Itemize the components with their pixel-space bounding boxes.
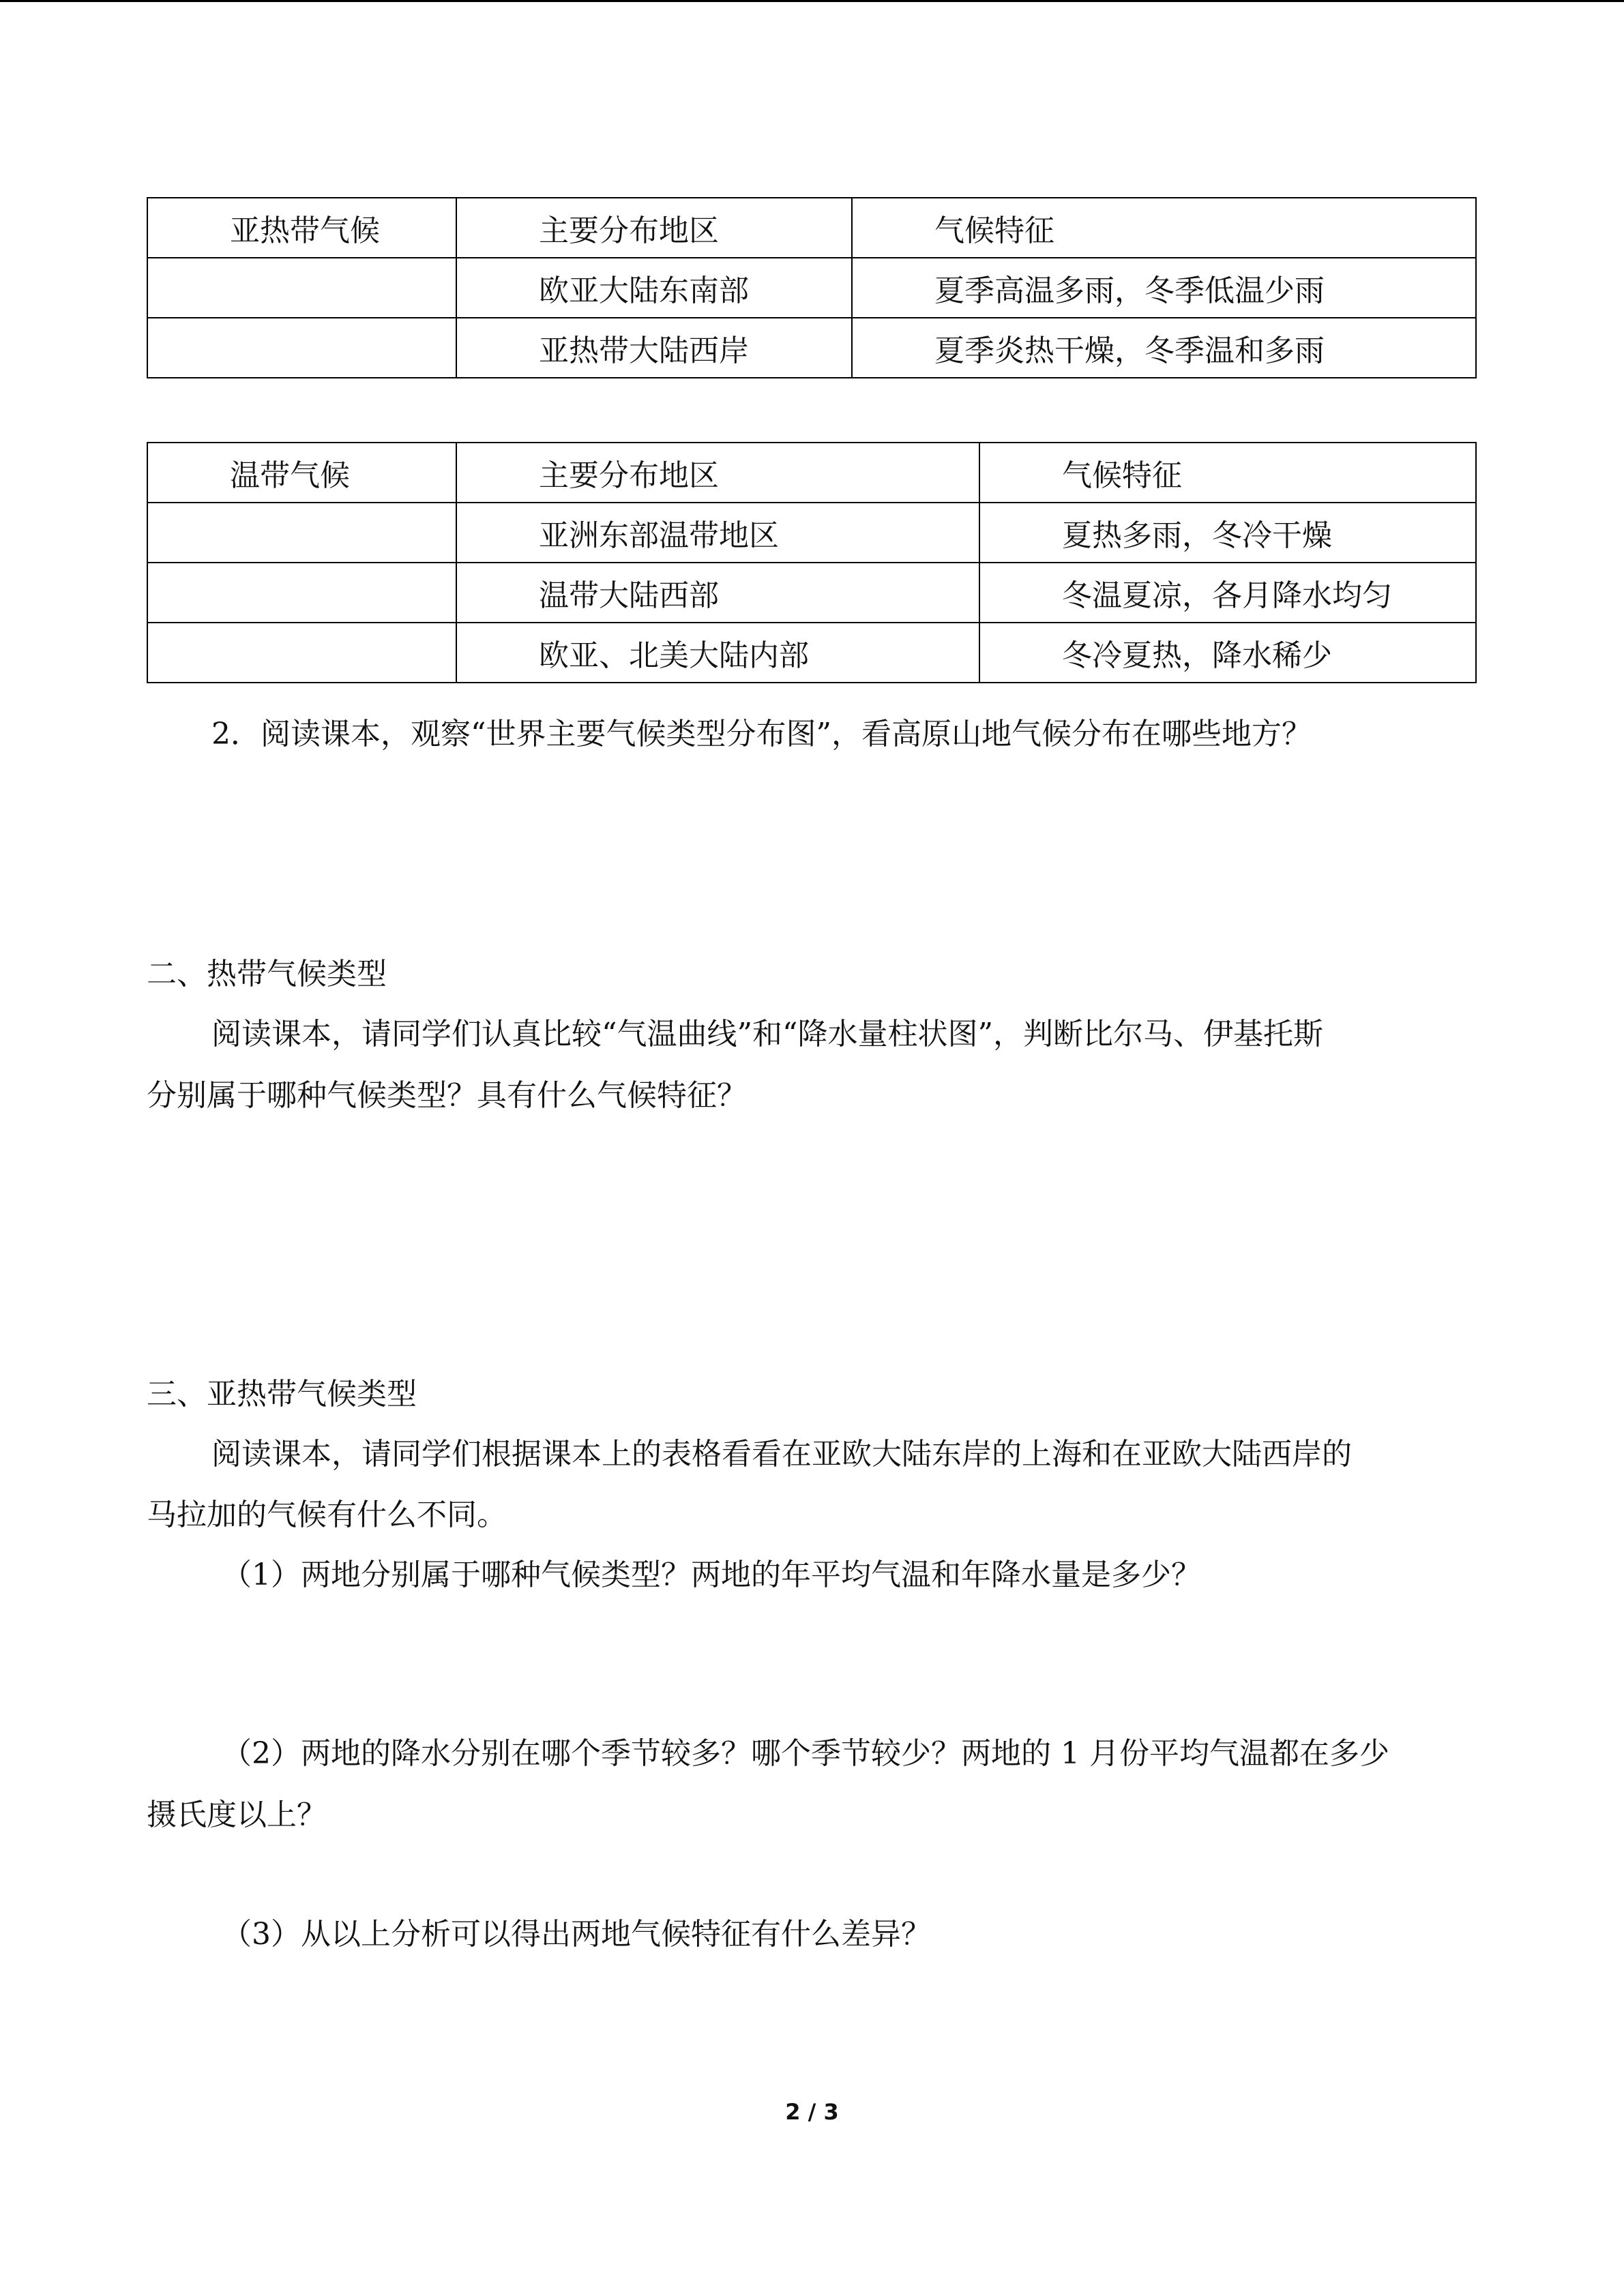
table-row <box>147 563 1476 623</box>
subtropical-climate-table <box>147 197 1477 378</box>
table-header-row <box>147 443 1476 503</box>
header-feature: 气候特征 <box>852 198 1476 258</box>
cell-climate-type <box>147 563 456 623</box>
header-climate-type: 温带气候 <box>147 443 456 503</box>
page-number: 2 / 3 <box>785 2099 839 2125</box>
section-2-paragraph-line-1: 阅读课本，请同学们认真比较“气温曲线”和“降水量柱状图”，判断比尔马、伊基托斯 <box>211 1017 1323 1052</box>
cell-climate-type <box>147 258 456 318</box>
table-header-row <box>147 198 1476 258</box>
cell-climate-type <box>147 623 456 683</box>
section-3-question-2-line-1: （2）两地的降水分别在哪个季节较多？哪个季节较少？两地的 1 月份平均气温都在多少 <box>222 1736 1389 1771</box>
table-row <box>147 623 1476 683</box>
cell-climate-type <box>147 318 456 378</box>
cell-region: 亚热带大陆西岸 <box>456 318 852 378</box>
cell-region: 欧亚、北美大陆内部 <box>456 623 979 683</box>
section-2-heading: 二、热带气候类型 <box>147 957 387 992</box>
cell-feature: 夏季高温多雨，冬季低温少雨 <box>852 258 1476 318</box>
cell-feature: 冬冷夏热，降水稀少 <box>979 623 1476 683</box>
section-2-paragraph-line-2: 分别属于哪种气候类型？具有什么气候特征？ <box>147 1078 747 1113</box>
temperate-climate-table <box>147 442 1477 683</box>
section-3-question-2-line-2: 摄氏度以上？ <box>147 1798 327 1832</box>
table-row <box>147 503 1476 563</box>
section-3-paragraph-line-1: 阅读课本，请同学们根据课本上的表格看看在亚欧大陆东岸的上海和在亚欧大陆西岸的 <box>211 1437 1352 1472</box>
section-3-question-3: （3）从以上分析可以得出两地气候特征有什么差异？ <box>222 1917 931 1952</box>
section-3-paragraph-line-2: 马拉加的气候有什么不同。 <box>147 1497 507 1532</box>
table-row <box>147 318 1476 378</box>
top-border-line <box>0 0 1624 2</box>
section-3-heading: 三、亚热带气候类型 <box>147 1377 417 1412</box>
table-row <box>147 258 1476 318</box>
cell-feature: 冬温夏凉，各月降水均匀 <box>979 563 1476 623</box>
header-region: 主要分布地区 <box>456 198 852 258</box>
cell-feature: 夏热多雨，冬冷干燥 <box>979 503 1476 563</box>
cell-region: 温带大陆西部 <box>456 563 979 623</box>
cell-feature: 夏季炎热干燥，冬季温和多雨 <box>852 318 1476 378</box>
header-climate-type: 亚热带气候 <box>147 198 456 258</box>
section-3-question-1: （1）两地分别属于哪种气候类型？两地的年平均气温和年降水量是多少？ <box>222 1557 1201 1592</box>
cell-region: 亚洲东部温带地区 <box>456 503 979 563</box>
cell-climate-type <box>147 503 456 563</box>
cell-region: 欧亚大陆东南部 <box>456 258 852 318</box>
header-feature: 气候特征 <box>979 443 1476 503</box>
header-region: 主要分布地区 <box>456 443 979 503</box>
question-2: 2．阅读课本，观察“世界主要气候类型分布图”，看高原山地气候分布在哪些地方？ <box>211 717 1312 751</box>
